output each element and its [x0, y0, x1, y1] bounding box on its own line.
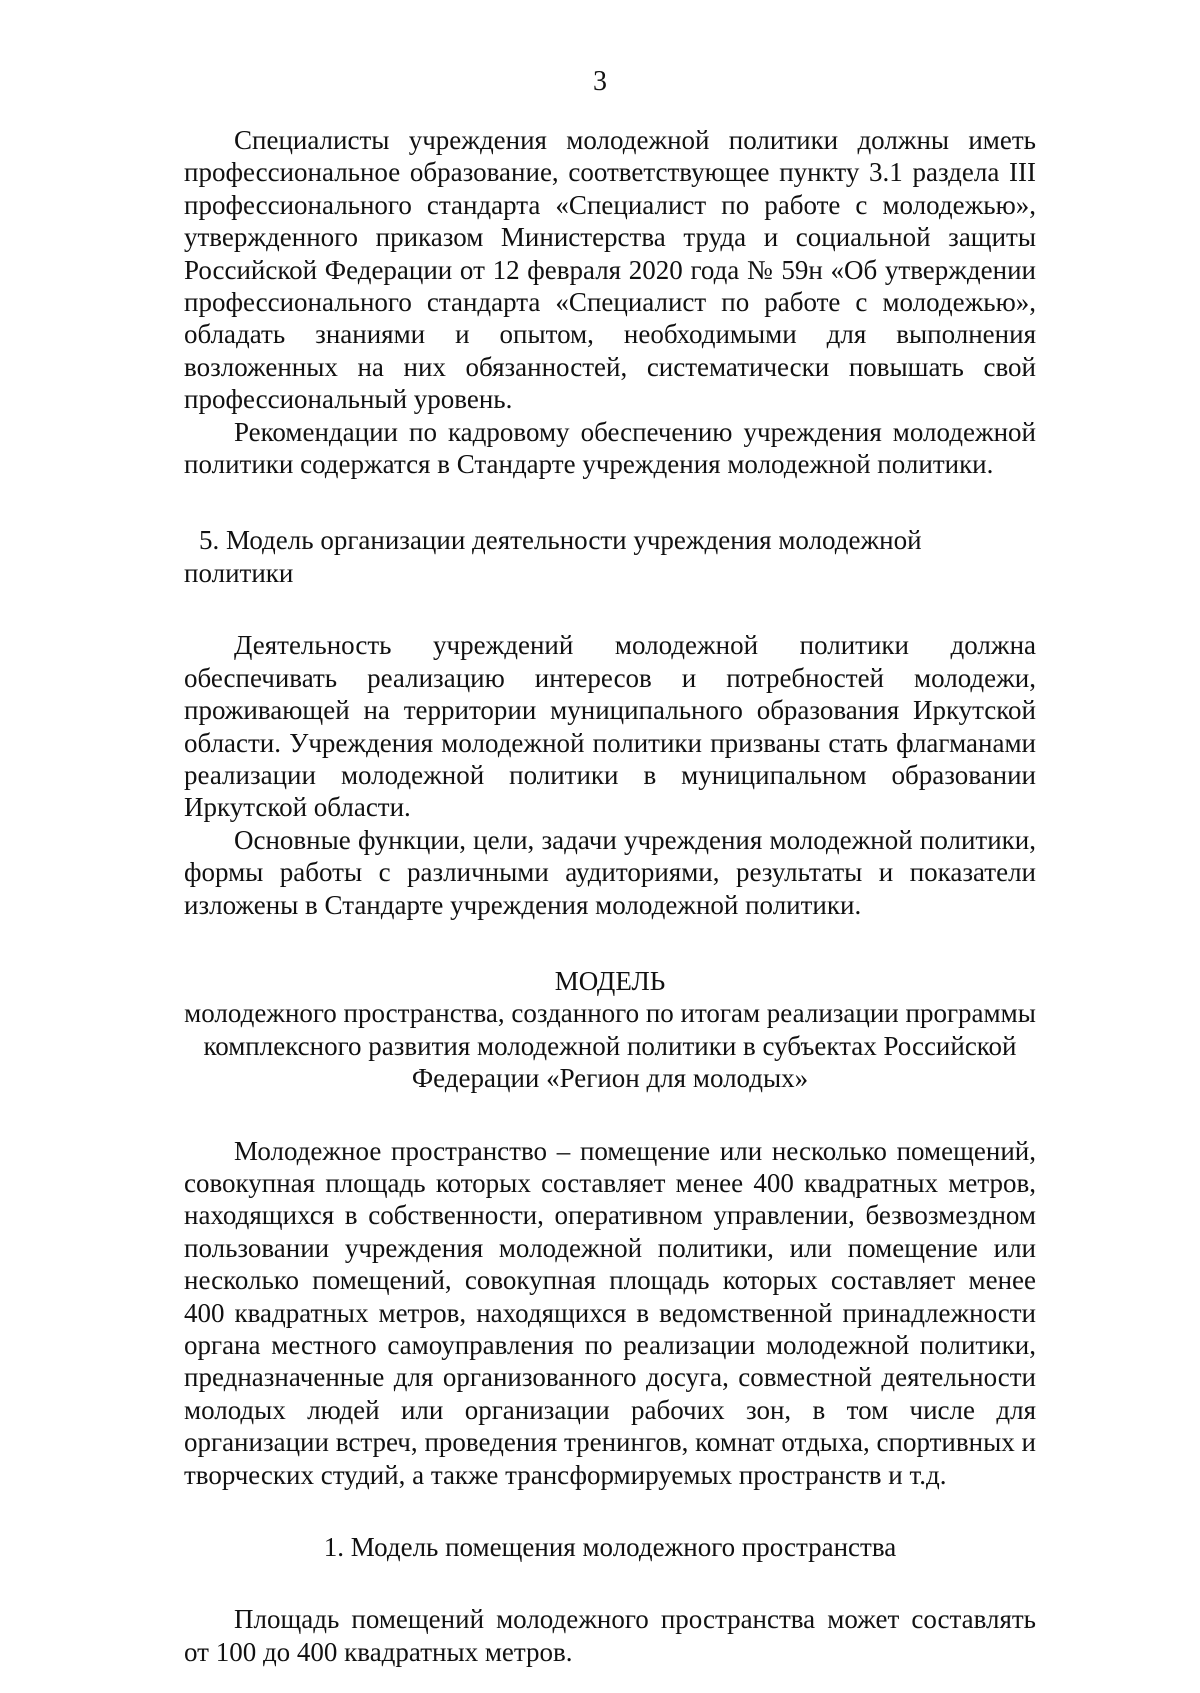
paragraph-staffing-recommendations: Рекомендации по кадровому обеспечению учреждения молодежной политики содержатся в Стандарте учреждения молодежной политики.	[184, 416, 1036, 480]
spacer	[184, 589, 1036, 629]
model-subtitle: молодежного пространства, созданного по итогам реализации программы комплексного развития молодежной политики в субъектах Российской Федерации «Регион для молодых»	[184, 998, 1036, 1094]
paragraph-specialists-education: Специалисты учреждения молодежной политики должны иметь профессиональное образование, соответствующее пункту 3.1 раздела III профессионального стандарта «Специалист по работе с молодежью», утвержденного приказом Министерства труда и социальной защиты Российской Федерации от 12 февраля 2020 года № 59н «Об утверждении профессионального стандарта «Специалист по работе с молодежью», обладать знаниями и опытом, необходимыми для выполнения возложенных на них обязанностей, систематически повышать свой профессиональный уровень.	[184, 125, 1036, 415]
paragraph-youth-space-definition: Молодежное пространство – помещение или несколько помещений, совокупная площадь которых составляет менее 400 квадратных метров, находящихся в собственности, оперативном управлении, безвозмездном пользовании учреждения молодежной политики, или помещение или несколько помещений, совокупная площадь которых составляет менее 400 квадратных метров, находящихся в ведомственной принадлежности органа местного самоуправления по реализации молодежной политики, предназначенные для организованного досуга, совместной деятельности молодых людей или организации рабочих зон, в том числе для организации встреч, проведения тренингов, комнат отдыха, спортивных и творческих студий, а также трансформируемых пространств и т.д.	[184, 1135, 1036, 1490]
model-title: МОДЕЛЬ	[554, 965, 666, 996]
document-body	[184, 124, 1036, 1668]
spacer	[184, 1563, 1036, 1603]
section-5-heading: 5. Модель организации деятельности учреждения молодежной политики	[184, 525, 922, 588]
spacer	[184, 1095, 1036, 1135]
paragraph-main-functions: Основные функции, цели, задачи учреждения молодежной политики, формы работы с различными аудиториями, результаты и показатели изложены в Стандарте учреждения молодежной политики.	[184, 824, 1036, 920]
subsection-1-heading: 1. Модель помещения молодежного пространства	[323, 1532, 897, 1563]
spacer	[184, 480, 1036, 524]
spacer	[184, 1491, 1036, 1531]
paragraph-premises-area: Площадь помещений молодежного пространства может составлять от 100 до 400 квадратных метров.	[184, 1604, 1036, 1667]
paragraph-activity-interests: Деятельность учреждений молодежной политики должна обеспечивать реализацию интересов и потребностей молодежи, проживающей на территории муниципального образования Иркутской области. Учреждения молодежной политики призваны стать флагманами реализации молодежной политики в муниципальном образовании Иркутской области.	[184, 630, 1036, 823]
spacer	[184, 921, 1036, 965]
page-number: 3	[593, 66, 607, 97]
